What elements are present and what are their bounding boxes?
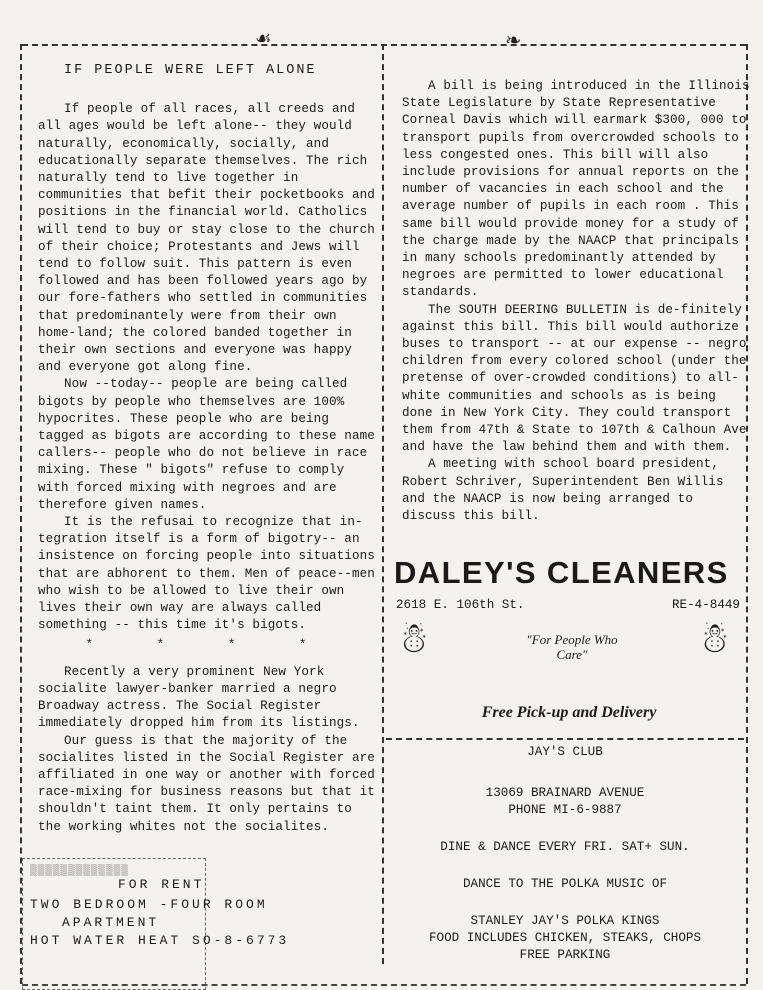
cartoon-figure-icon: ☃	[702, 617, 728, 665]
article-paragraph: Now --today-- people are being called bigots by people who themselves are 100% hypocrites. These people who are being tagged as bigots are according to these name callers-- people who do not believe in race mixing. These " bigots" refuse to comply with forced mixing with negroes and are therefore given names.	[38, 377, 375, 512]
ad-pickup-line: Free Pick-up and Delivery	[481, 704, 657, 721]
article-paragraph: A meeting with school board president, Robert Schriver, Superintendent Ben Willis and the NAACP is now being arranged to discuss this bill.	[402, 457, 724, 524]
top-border	[22, 44, 746, 46]
ad-phone: RE-4-8449	[671, 598, 740, 612]
column-divider	[382, 44, 384, 964]
ink-stamp: ▒▒▒▒▒▒▒▒▒▒▒▒▒	[29, 865, 128, 877]
cartoon-figure-icon: ☃	[402, 617, 428, 665]
daleys-cleaners-ad	[392, 556, 746, 722]
ornament-icon: ☙	[256, 28, 271, 55]
jays-club-ad	[386, 738, 744, 964]
article-paragraph: A bill is being introduced in the Illinois State Legislature by State Representative Corneal Davis which will earmark $300, 000 to transport pupils from overcrowded schools to less congested ones. This bill will also include provisions for annual reports on the number of vacancies in each school and the average number of pupils in each room . This same bill would provide money for a study of the charge made by the NAACP that principals in many schools predominantly attended by negroes are permitted to lower educational standards.	[402, 79, 750, 300]
club-phone: PHONE MI-6-9887	[508, 803, 622, 817]
club-food: FOOD INCLUDES CHICKEN, STEAKS, CHOPS	[428, 931, 702, 945]
ad-address: 2618 E. 106th St.	[396, 598, 525, 612]
article-paragraph: The SOUTH DEERING BULLETIN is de-finitely against this bill. This bill would authorize buses to transport -- at our expense -- negro children from every colored school (under the pretense of over-crowded conditions) to all-white communities and schools as is being done in New York City. They could transport them from 47th & State to 107th & Calhoun Ave and have the law behind them and with them.	[402, 302, 747, 455]
ad-slogan: "For People Who Care"	[526, 632, 618, 662]
ad-illustration	[392, 617, 746, 690]
club-address: 13069 BRAINARD AVENUE	[485, 786, 645, 800]
left-column	[38, 62, 382, 836]
rent-type: APARTMENT	[62, 915, 160, 930]
rent-contact: HOT WATER HEAT SO-8-6773	[30, 933, 290, 948]
article-paragraph: Our guess is that the majority of the socialites listed in the Social Register are affiliated in one way or another with forced race-mixing for business reasons but that it shouldn't taint them. It only pertains to the working whites not the socialites.	[38, 733, 375, 834]
ad-business-name: DALEY'S CLEANERS	[394, 555, 729, 590]
club-band: STANLEY JAY'S POLKA KINGS	[470, 914, 660, 928]
club-hours: DINE & DANCE EVERY FRI. SAT+ SUN.	[440, 840, 690, 854]
rent-heading: FOR RENT	[118, 877, 205, 892]
article-heading: IF PEOPLE WERE LEFT ALONE	[64, 63, 317, 78]
article-paragraph: It is the refusai to recognize that in-tegration itself is a form of bigotry-- an insistence on forcing people into situations that are abhorent to them. Men of peace--men who wish to be allowed to live their own lives their own way are always called something -- this time it's bigots.	[38, 515, 375, 633]
article-paragraph: If people of all races, all creeds and all ages would be left alone-- they would naturally, economically, socially, and educationally separate themselves. The rich naturally tend to live together in communities that befit their pocketbooks and positions in the financial world. Catholics will tend to buy or stay close to the church of their choice; Protestants and Jews will tend to follow suit. This pattern is even followed and has been followed years ago by our fore-fathers who settled in communities that predominantely were from their own home-land; the colored banded together in their own sections and everyone was happy and everyone got along fine.	[38, 102, 375, 375]
ornament-icon: ❧	[506, 28, 521, 55]
for-rent-ad	[22, 858, 382, 988]
article-paragraph: Recently a very prominent New York socialite lawyer-banker married a negro Broadway actress. The Social Register immediately dropped him from its listings.	[38, 664, 360, 731]
section-separator: * * * *	[85, 637, 335, 652]
club-parking: FREE PARKING	[519, 948, 611, 962]
left-border	[20, 44, 22, 984]
club-name: JAY'S CLUB	[527, 745, 603, 759]
right-column	[402, 78, 750, 525]
rent-description: TWO BEDROOM -FOUR ROOM	[30, 897, 268, 912]
ad-contact-row	[396, 598, 740, 612]
club-music: DANCE TO THE POLKA MUSIC OF	[462, 877, 668, 891]
